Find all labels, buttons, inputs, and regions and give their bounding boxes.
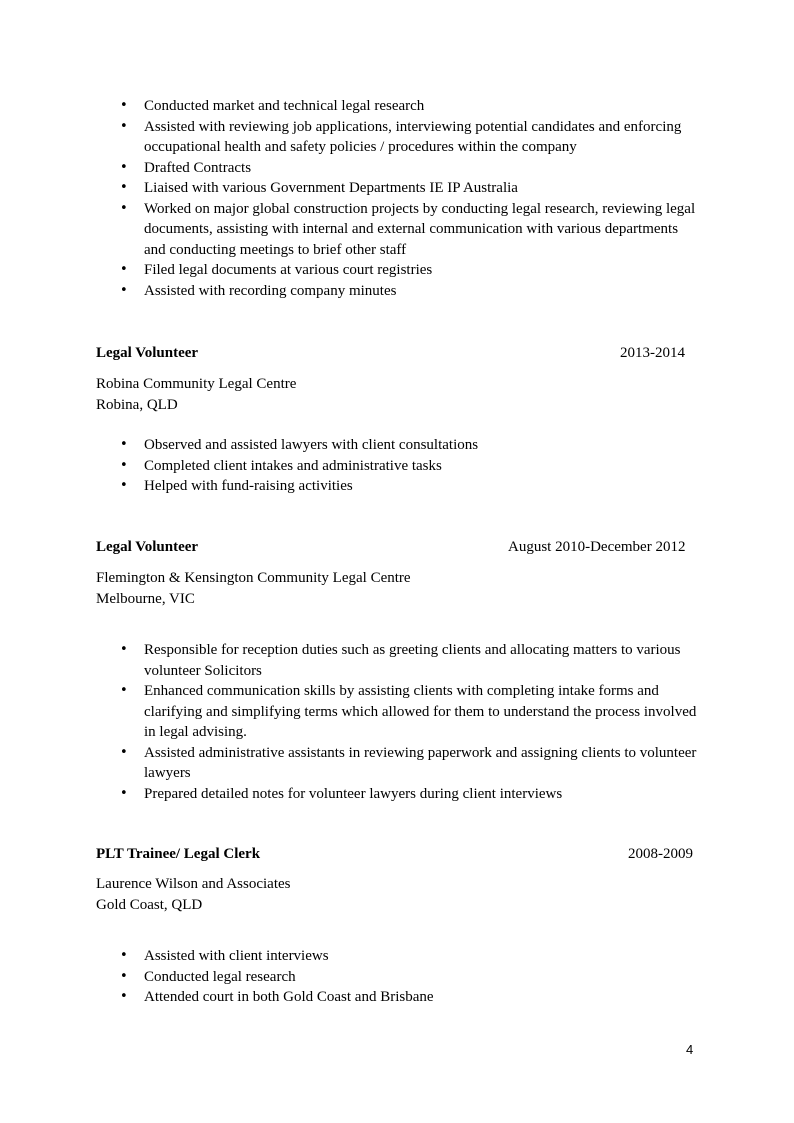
organization-block — [96, 874, 696, 915]
role-title: PLT Trainee/ Legal Clerk — [96, 846, 261, 862]
duty-bullet: • Worked on major global construction projects by conducting legal research, reviewing legal documents, assisting with internal and external communication with various departments and conducting meetings to brief other staff — [96, 199, 700, 261]
organization-location: Melbourne, VIC — [96, 590, 195, 607]
role-title: Legal Volunteer — [96, 345, 199, 361]
duty-bullet: • Observed and assisted lawyers with client consultations — [96, 435, 700, 456]
organization-name: Laurence Wilson and Associates — [96, 876, 291, 892]
role-dates: August 2010-December 2012 — [508, 539, 686, 555]
role-header — [96, 343, 698, 364]
duty-bullet: • Assisted with reviewing job applications, interviewing potential candidates and enforcing occupational health and safety policies / procedures within the company — [96, 117, 700, 158]
organization-name: Flemington & Kensington Community Legal Centre — [96, 570, 411, 586]
role-duties-list — [96, 435, 700, 497]
previous-role-duties-list — [96, 96, 700, 301]
duty-bullet: • Prepared detailed notes for volunteer lawyers during client interviews — [96, 784, 700, 805]
duty-bullet: • Liaised with various Government Departments IE IP Australia — [96, 178, 700, 199]
duty-bullet: • Enhanced communication skills by assisting clients with completing intake forms and clarifying and simplifying terms which allowed for them to understand the process involved in legal advising. — [96, 681, 700, 743]
organization-block — [96, 568, 696, 609]
role-dates: 2008-2009 — [628, 846, 693, 862]
organization-block — [96, 374, 696, 415]
role-dates: 2013-2014 — [620, 345, 685, 361]
organization-location: Gold Coast, QLD — [96, 896, 203, 913]
organization-name: Robina Community Legal Centre — [96, 376, 297, 392]
page-number: 4 — [686, 1042, 694, 1057]
duty-bullet: • Filed legal documents at various court registries — [96, 260, 700, 281]
role-duties-list — [96, 640, 700, 804]
role-title: Legal Volunteer — [96, 539, 199, 555]
duty-bullet: • Drafted Contracts — [96, 158, 700, 179]
duty-bullet: • Responsible for reception duties such as greeting clients and allocating matters to various volunteer Solicitors — [96, 640, 700, 681]
organization-location: Robina, QLD — [96, 396, 178, 413]
duty-bullet: • Assisted with recording company minutes — [96, 281, 700, 302]
duty-bullet: • Assisted administrative assistants in reviewing paperwork and assigning clients to volunteer lawyers — [96, 743, 700, 784]
duty-bullet: • Conducted legal research — [96, 967, 700, 988]
duty-bullet: • Conducted market and technical legal research — [96, 96, 700, 117]
role-header — [96, 537, 698, 558]
duty-bullet: • Assisted with client interviews — [96, 946, 700, 967]
duty-bullet: • Helped with fund-raising activities — [96, 476, 700, 497]
role-duties-list — [96, 946, 700, 1008]
duty-bullet: • Completed client intakes and administrative tasks — [96, 456, 700, 477]
role-header — [96, 844, 698, 865]
duty-bullet: • Attended court in both Gold Coast and Brisbane — [96, 987, 700, 1008]
